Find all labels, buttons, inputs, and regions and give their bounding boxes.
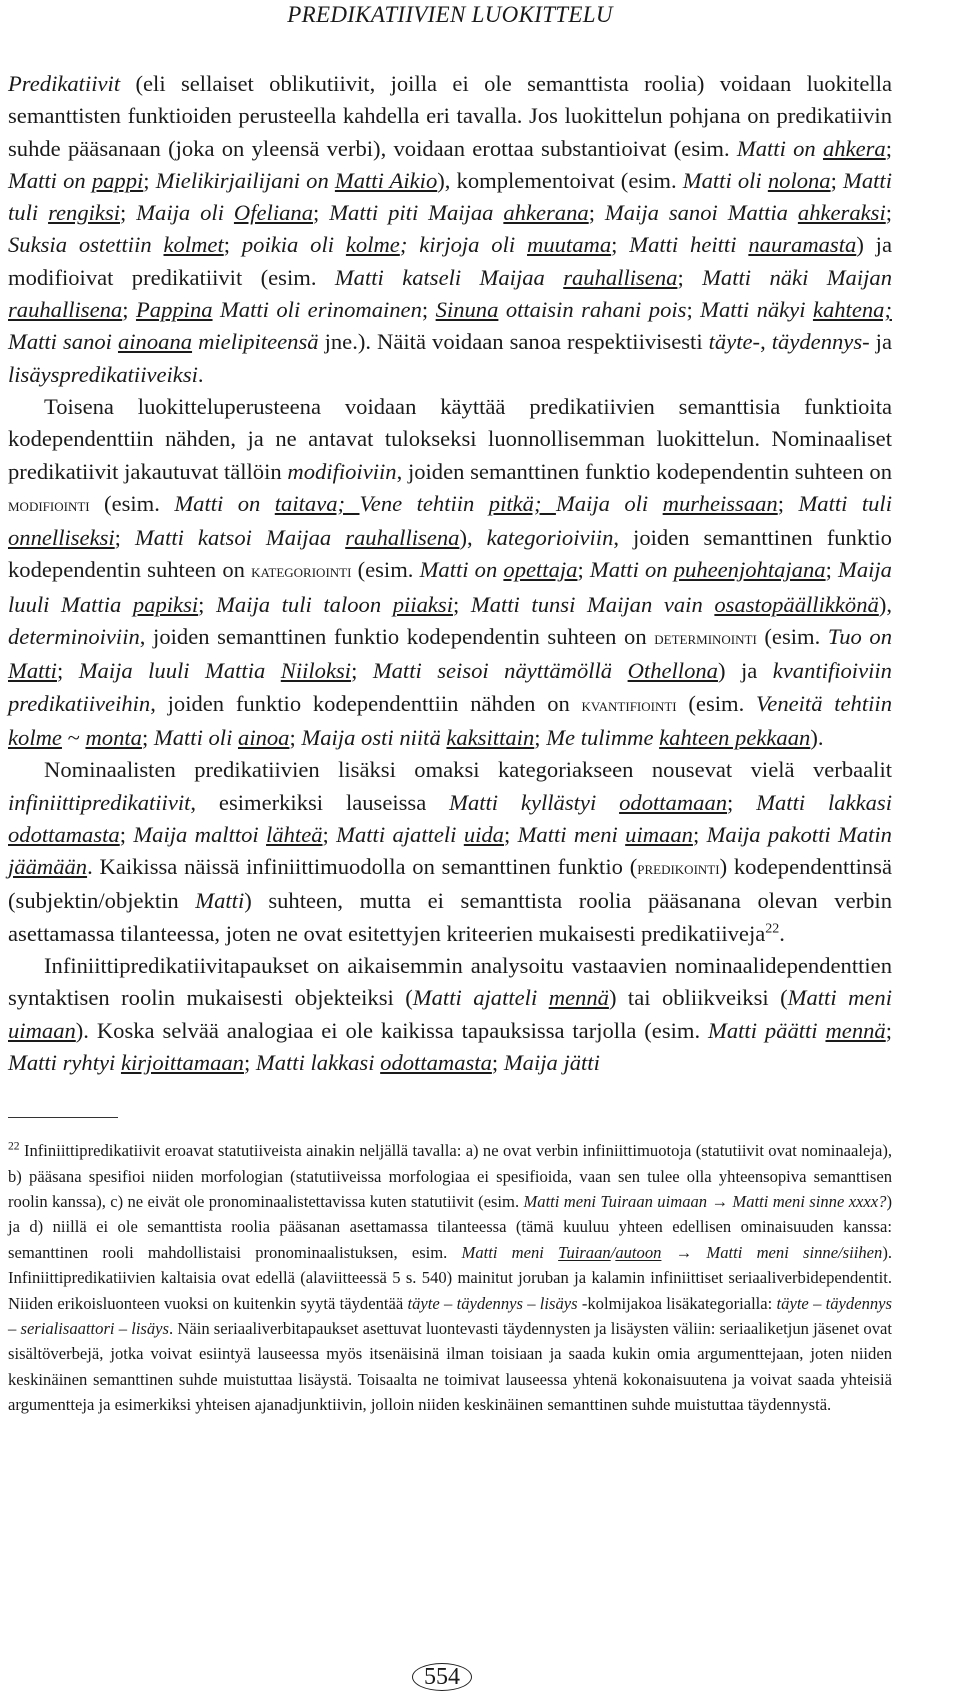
underlined-example: kolmet xyxy=(163,232,224,258)
underlined-example: lähteä xyxy=(266,821,323,847)
text-run: ; xyxy=(452,591,471,617)
text-run: ; xyxy=(830,167,844,193)
italic-text: Veneitä tehtiin xyxy=(756,690,892,716)
underlined-example: Othellona xyxy=(627,658,718,684)
text-run: (esim. xyxy=(351,557,420,583)
italic-text: Matti on xyxy=(8,167,92,193)
text-run: jne.). Näitä voidaan sanoa respektiivisesti xyxy=(318,329,709,355)
text-run: ; xyxy=(122,297,136,323)
underlined-example: rauhallisena xyxy=(8,297,123,323)
text-run: ), komplementoivat (esim. xyxy=(437,167,683,193)
text-run: ; xyxy=(885,1017,892,1043)
italic-text: kategorioiviin xyxy=(486,525,614,551)
text-run: ~ xyxy=(61,724,86,750)
italic-text: täydennys- xyxy=(771,329,870,355)
text-run: , joiden semanttinen funktio kodependentin suhteen on xyxy=(8,525,892,583)
underlined-example: puheenjohtajana xyxy=(673,557,826,583)
underlined-example: kaksittain xyxy=(446,724,535,750)
italic-text: Matti näki Maijan xyxy=(702,264,892,290)
text-run: ), xyxy=(459,525,487,551)
italic-text: Maija oli xyxy=(136,200,234,226)
italic-text: kvantifioiviin predikatiiveihin xyxy=(8,658,892,716)
underlined-example: pitkä; xyxy=(488,490,556,516)
text-run: (esim. xyxy=(676,690,756,716)
italic-text: poikia oli xyxy=(241,232,346,258)
italic-text: infiniittipredikatiivit xyxy=(8,789,191,815)
italic-text: Matti näkyi xyxy=(700,297,813,323)
underlined-example: kolme xyxy=(8,724,62,750)
italic-text: Maija sanoi Mattia xyxy=(604,200,798,226)
text-run: ; xyxy=(313,200,330,226)
text-run: ). Koska selvää analogiaa ei ole kaikissa tapauksissa tarjolla (esim. xyxy=(75,1017,709,1043)
underlined-example: Matti xyxy=(8,658,57,684)
text-run: ) kodependenttinsä (subjektin/objektin xyxy=(8,854,892,914)
text-run: ; xyxy=(825,557,838,583)
italic-text: Matti heitti xyxy=(629,232,749,258)
underlined-example: kahtena; xyxy=(812,297,892,323)
underlined-example: uimaan xyxy=(8,1017,76,1043)
italic-text: determinoiviin xyxy=(8,624,140,650)
text-run: . xyxy=(779,920,785,946)
italic-text: täyte – täydennys – serialisaattori – lisäys xyxy=(8,1293,892,1339)
underlined-example: papiksi xyxy=(132,591,199,617)
underlined-example: rauhallisena xyxy=(563,264,678,290)
italic-text: Suksia ostettiin xyxy=(8,232,164,258)
italic-text: Matti on xyxy=(736,135,823,161)
small-caps-term: kvantifiointi xyxy=(581,694,677,716)
italic-text: Matti seisoi näyttämöllä xyxy=(372,658,628,684)
text-run: ; xyxy=(503,821,518,847)
underlined-example: piiaksi xyxy=(392,591,453,617)
italic-text: Matti on xyxy=(174,490,275,516)
text-run: (esim. xyxy=(89,490,175,516)
text-run: ) ja d) niillä ei ole semanttista roolia pääsanan asettamassa tilanteessa (tämä kuuluu yhteen edellisen ominaisuuden kanssa: semanttinen rooli mahdollistaisi pronominaalistuksen, esim. xyxy=(8,1192,892,1262)
underlined-example: ahkeraksi xyxy=(797,200,886,226)
text-run: , joiden funktio kodependenttiin nähden on xyxy=(150,690,582,716)
underlined-example: uida xyxy=(463,821,504,847)
text-run: ; xyxy=(56,658,79,684)
italic-text: Maija tuli taloon xyxy=(216,591,393,617)
italic-text: Maija luuli Mattia xyxy=(78,658,281,684)
text-run: ; xyxy=(534,724,547,750)
italic-text: ottaisin rahani pois xyxy=(498,297,687,323)
italic-text: täyte – täydennys – lisäys xyxy=(407,1293,578,1313)
italic-text: Maija luuli Mattia xyxy=(8,557,892,617)
italic-text: Maija jätti xyxy=(503,1049,600,1075)
underlined-example: Pappina xyxy=(135,297,213,323)
underlined-example: kahteen pekkaan xyxy=(659,724,811,750)
text-run: . Kaikissa näissä infiniittimuodolla on semanttinen funktio ( xyxy=(87,854,638,880)
underlined-example: autoon xyxy=(615,1242,662,1262)
italic-text: Matti tunsi Maijan vain xyxy=(470,591,715,617)
text-run: -kolmijakoa lisäkategorialla: xyxy=(577,1293,777,1313)
underlined-example: Niiloksi xyxy=(280,658,352,684)
italic-text: Matti lakkasi xyxy=(756,789,892,815)
text-run: ; xyxy=(692,821,707,847)
underlined-example: nauramasta xyxy=(748,232,857,258)
underlined-example: odottamaan xyxy=(619,789,728,815)
text-run: ; xyxy=(223,232,242,258)
italic-text: Matti tuli xyxy=(798,490,892,516)
underlined-example: rengiksi xyxy=(48,200,121,226)
italic-text: Matti meni xyxy=(461,1242,559,1262)
running-header: PREDIKATIIVIEN LUOKITTELU xyxy=(287,2,613,27)
underlined-example: nolona xyxy=(767,167,831,193)
text-run: Infiniittipredikatiivit eroavat statutiiveista ainakin neljällä tavalla: a) ne ovat verbin infiniittimuotoja (statutiivit ovat nominaaleja), b) pääsana spesifioi niiden morfologian (statutiiveissa morfologiaa ei spesifioida, vaan sen tulee olla yhteensopiva semanttisen roolin kanssa), c) ne eivät ole pronominaalistettavissa kuten statutiivit (esim. xyxy=(8,1141,892,1212)
text-run: ; xyxy=(289,724,302,750)
text-run: ; xyxy=(686,297,701,323)
italic-text: Matti on xyxy=(589,557,674,583)
italic-text: Me tulimme xyxy=(546,724,660,750)
underlined-example: kirjoittamaan xyxy=(120,1049,244,1075)
underlined-example: monta xyxy=(85,724,142,750)
footnote-22 xyxy=(8,1138,892,1417)
italic-text: Tuo on xyxy=(827,624,892,650)
italic-text: Matti kyllästyi xyxy=(449,789,620,815)
text-run: ; xyxy=(322,821,337,847)
underlined-example: ahkera xyxy=(822,135,886,161)
underlined-example: Ofeliana xyxy=(233,200,313,226)
text-run: ; xyxy=(677,264,703,290)
text-run: , joiden semanttinen funktio kodependentin suhteen on xyxy=(139,624,655,650)
text-run: ; xyxy=(421,297,436,323)
italic-text: Matti oli erinomainen xyxy=(212,297,422,323)
text-run: ; xyxy=(588,200,605,226)
underlined-example: kolme xyxy=(345,232,400,258)
italic-text: Matti meni xyxy=(517,821,626,847)
underlined-example: odottamasta xyxy=(8,821,120,847)
text-run: ). xyxy=(810,724,824,750)
underlined-example: jäämään xyxy=(8,854,88,880)
text-run: , esimerkiksi lauseissa xyxy=(190,789,450,815)
text-run: (eli sellaiset oblikutiivit, joilla ei ole semanttista roolia) voidaan luokitella semanttisten funktioiden perusteella kahdella eri tavalla. Jos luokittelun pohjana on predikatiivin suhde pääsanaan (joka on yleensä verbi), voidaan erottaa substantioivat (esim. xyxy=(8,71,892,161)
underlined-example: murheissaan xyxy=(662,490,778,516)
text-run: ) ja xyxy=(717,658,773,684)
italic-text: Matti katseli Maijaa xyxy=(334,264,564,290)
text-run: ; xyxy=(727,789,757,815)
underlined-example: ahkerana xyxy=(503,200,589,226)
italic-text: Matti ajatteli xyxy=(412,985,549,1011)
text-run: ), xyxy=(878,591,892,617)
italic-text: Maija oli xyxy=(555,490,663,516)
underlined-example: pappi xyxy=(91,167,144,193)
text-run: ; xyxy=(114,525,135,551)
text-run: , joiden semanttinen funktio kodependentin suhteen on xyxy=(396,458,893,484)
underlined-example: mennä xyxy=(548,985,609,1011)
page-number: 554 xyxy=(412,1663,472,1691)
italic-text: Matti meni xyxy=(787,985,892,1011)
underlined-example: onnelliseksi xyxy=(8,525,115,551)
italic-text: Matti on xyxy=(419,557,504,583)
text-run: ja xyxy=(869,329,892,355)
italic-text: Maija osti niitä xyxy=(301,724,447,750)
small-caps-term: determinointi xyxy=(654,628,757,650)
underlined-example: muutama xyxy=(527,232,612,258)
italic-text: Matti oli xyxy=(682,167,768,193)
underlined-example: ainoana xyxy=(117,329,193,355)
italic-text: Matti meni Tuiraan uimaan → Matti meni sinne xxxx? xyxy=(523,1192,887,1212)
text-run: Toisena luokitteluperusteena voidaan käyttää predikatiivien semanttisia funktioita kodependenttiin nähden, ja ne antavat tulokseksi luonnollisemman luokittelun. Nominaaliset predikatiivit jakautuvat tällöin xyxy=(8,393,892,484)
text-run: ) suhteen, mutta ei semanttista roolia pääsanana olevan verbin asettamassa tilanteessa, joten ne ovat esitettyjen kriteerien mukaisesti predikatiiveja xyxy=(8,888,892,946)
text-run: ; xyxy=(141,724,154,750)
italic-text: lisäyspredikatiiveiksi xyxy=(8,361,198,387)
underlined-example: mennä xyxy=(825,1017,886,1043)
text-run: ) tai obliikveiksi ( xyxy=(608,985,788,1011)
italic-text: modifioiviin xyxy=(287,458,397,484)
italic-text: Predikatiivit xyxy=(8,71,121,96)
underlined-example: ainoa xyxy=(238,724,290,750)
italic-text: / xyxy=(610,1242,616,1262)
italic-text: Mielikirjailijani on xyxy=(155,167,335,193)
paragraph xyxy=(8,68,892,391)
underlined-example: uimaan xyxy=(625,821,693,847)
italic-text: Matti ryhtyi xyxy=(8,1049,121,1075)
footnote-ref: 22 xyxy=(765,921,780,937)
italic-text: Maija malttoi xyxy=(133,821,267,847)
document-page xyxy=(8,0,892,1418)
paragraph xyxy=(8,391,892,754)
text-run: ; xyxy=(243,1049,256,1075)
text-run: ; xyxy=(143,167,156,193)
underlined-example: odottamasta xyxy=(380,1049,492,1075)
italic-text: Matti lakkasi xyxy=(255,1049,381,1075)
italic-text: Matti ajatteli xyxy=(336,821,464,847)
text-run: ; xyxy=(885,200,893,226)
small-caps-term: modifiointi xyxy=(8,494,90,516)
italic-text: täyte- xyxy=(708,329,761,355)
italic-text: Matti katsoi Maijaa xyxy=(134,525,346,551)
footnote-ref: 22 xyxy=(8,1139,20,1153)
small-caps-term: predikointi xyxy=(637,858,720,880)
underlined-example: Sinuna xyxy=(435,297,499,323)
text-run: ; xyxy=(777,490,799,516)
italic-text: → Matti meni sinne/siihen xyxy=(661,1242,883,1262)
text-run: ; xyxy=(885,135,892,161)
text-run: Infiniittipredikatiivitapaukset on aikaisemmin analysoitu vastaavien nominaalidependenttien syntaktisen roolin mukaisesti objekteiksi ( xyxy=(8,953,892,1011)
italic-text: mielipiteensä xyxy=(192,329,319,355)
italic-text: Matti sanoi xyxy=(8,329,118,355)
italic-text: Matti oli xyxy=(153,724,239,750)
text-run: ; xyxy=(119,821,134,847)
italic-text: Matti päätti xyxy=(708,1017,826,1043)
small-caps-term: kategoriointi xyxy=(251,561,352,583)
italic-text: Matti tuli xyxy=(8,167,892,226)
italic-text: Vene tehtiin xyxy=(359,490,489,516)
underlined-example: Matti Aikio xyxy=(334,167,438,193)
text-run: ; xyxy=(491,1049,504,1075)
underlined-example: opettaja xyxy=(503,557,578,583)
text-run: . xyxy=(197,361,204,387)
text-run: ; xyxy=(351,658,373,684)
text-run: ; xyxy=(577,557,590,583)
underlined-example: osastopäällikkönä xyxy=(714,591,879,617)
text-run: Nominaalisten predikatiivien lisäksi omaksi kategoriakseen nousevat vielä verbaalit xyxy=(44,757,892,783)
text-run: ; xyxy=(198,591,217,617)
body-text xyxy=(8,68,892,1079)
underlined-example: Tuiraan xyxy=(558,1242,611,1262)
italic-text: Maija pakotti Matin xyxy=(706,821,892,847)
paragraph xyxy=(8,950,892,1079)
text-run: (esim. xyxy=(756,624,828,650)
text-run: , xyxy=(760,329,772,355)
italic-text: ; kirjoja oli xyxy=(399,232,528,258)
italic-text: Matti xyxy=(195,888,245,914)
underlined-example: rauhallisena xyxy=(345,525,460,551)
text-run: ; xyxy=(120,200,137,226)
text-run: ). Infiniittipredikatiivien kaltaisia ovat edellä (alaviitteessä 5 s. 540) mainitut joruban ja kalamin infiniittiset seriaaliverbidependentit. Niiden erikoisluonteen vuoksi on kuitenkin syytä täydentää xyxy=(8,1242,892,1313)
italic-text: Matti piti Maijaa xyxy=(329,200,504,226)
text-run: . Näin seriaaliverbitapaukset asettuvat luontevasti täydennysten ja lisäysten väliin: seriaaliketjun jäsenet ovat sisältöverbejä, jotka voivat esiintyä lauseessa myös itsenäisinä ilman toisiaan ja saada kukin omia argumenttejaan, joten niiden keskinäinen semanttinen suhde muistuttaa lisäystä. Toisaalta ne toimivat lauseessa yhtenä kokonaisuutena ja voivat saada yhteisiä argumentteja ja esimerkiksi yhteisen ajanadjunktiivin, jolloin niiden keskinäinen semanttinen suhde muistuttaa täydennystä. xyxy=(8,1319,892,1415)
underlined-example: taitava; xyxy=(274,490,360,516)
paragraph xyxy=(8,754,892,950)
text-run: ; xyxy=(611,232,630,258)
footnote-divider xyxy=(8,1117,118,1118)
text-run: ) ja modifioivat predikatiivit (esim. xyxy=(8,232,892,290)
